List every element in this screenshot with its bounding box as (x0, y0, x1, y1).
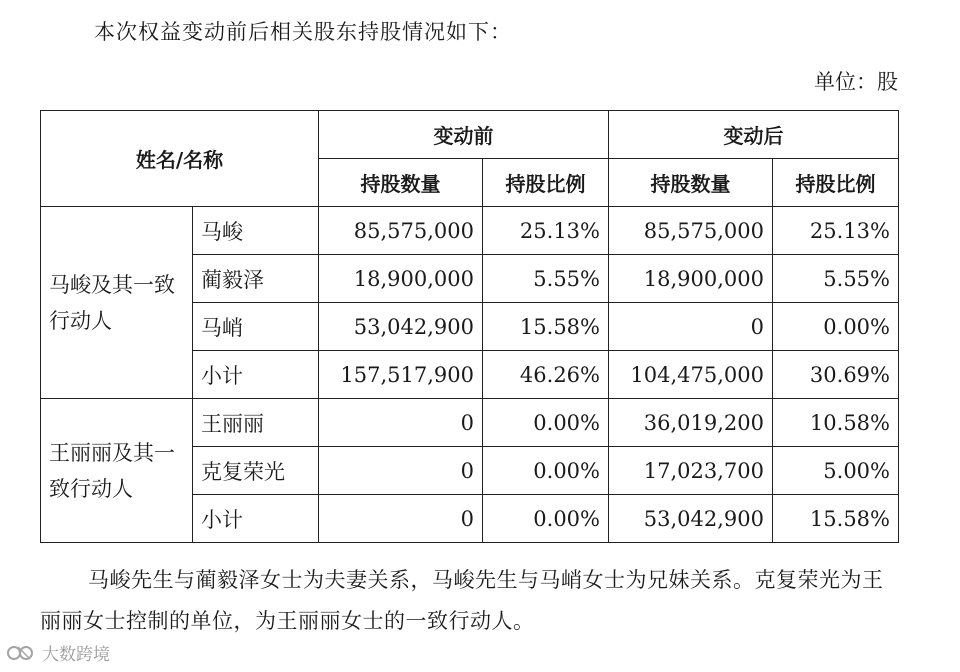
before-ratio: 25.13% (483, 207, 609, 255)
header-name: 姓名/名称 (41, 111, 319, 207)
table-row (41, 399, 899, 447)
after-ratio: 30.69% (773, 351, 899, 399)
before-ratio: 0.00% (483, 399, 609, 447)
after-ratio: 25.13% (773, 207, 899, 255)
before-shares: 0 (319, 495, 483, 543)
after-shares: 36,019,200 (609, 399, 773, 447)
subheader-after-shares: 持股数量 (609, 159, 773, 207)
intro-text: 本次权益变动前后相关股东持股情况如下： (94, 20, 512, 44)
group-label: 马峻及其一致行动人 (41, 207, 193, 399)
before-shares: 157,517,900 (319, 351, 483, 399)
before-ratio: 5.55% (483, 255, 609, 303)
after-ratio: 5.00% (773, 447, 899, 495)
watermark-text: 大数跨境 (42, 645, 110, 665)
before-ratio: 0.00% (483, 495, 609, 543)
unit-label: 单位：股 (814, 70, 898, 94)
table-header-row (41, 111, 899, 159)
holder-name: 马峭 (193, 303, 319, 351)
holder-name: 马峻 (193, 207, 319, 255)
holder-name: 蔺毅泽 (193, 255, 319, 303)
table-row (41, 207, 899, 255)
before-ratio: 15.58% (483, 303, 609, 351)
before-shares: 85,575,000 (319, 207, 483, 255)
before-shares: 0 (319, 447, 483, 495)
after-shares: 85,575,000 (609, 207, 773, 255)
relationship-note: 马峻先生与蔺毅泽女士为夫妻关系，马峻先生与马峭女士为兄妹关系。克复荣光为王丽丽女士控制的单位，为王丽丽女士的一致行动人。 (40, 568, 884, 633)
before-shares: 53,042,900 (319, 303, 483, 351)
brand-logo-icon (6, 642, 36, 664)
after-ratio: 10.58% (773, 399, 899, 447)
after-shares: 17,023,700 (609, 447, 773, 495)
after-ratio: 0.00% (773, 303, 899, 351)
group-label: 王丽丽及其一致行动人 (41, 399, 193, 543)
subtotal-label: 小计 (193, 351, 319, 399)
shareholding-table (40, 110, 899, 543)
header-before: 变动前 (319, 111, 609, 159)
before-ratio: 46.26% (483, 351, 609, 399)
before-ratio: 0.00% (483, 447, 609, 495)
after-ratio: 5.55% (773, 255, 899, 303)
subheader-before-ratio: 持股比例 (483, 159, 609, 207)
after-shares: 18,900,000 (609, 255, 773, 303)
header-after: 变动后 (609, 111, 899, 159)
holder-name: 克复荣光 (193, 447, 319, 495)
watermark (6, 640, 110, 665)
after-shares: 0 (609, 303, 773, 351)
after-shares: 104,475,000 (609, 351, 773, 399)
before-shares: 0 (319, 399, 483, 447)
subheader-before-shares: 持股数量 (319, 159, 483, 207)
before-shares: 18,900,000 (319, 255, 483, 303)
after-ratio: 15.58% (773, 495, 899, 543)
after-shares: 53,042,900 (609, 495, 773, 543)
subheader-after-ratio: 持股比例 (773, 159, 899, 207)
holder-name: 王丽丽 (193, 399, 319, 447)
subtotal-label: 小计 (193, 495, 319, 543)
